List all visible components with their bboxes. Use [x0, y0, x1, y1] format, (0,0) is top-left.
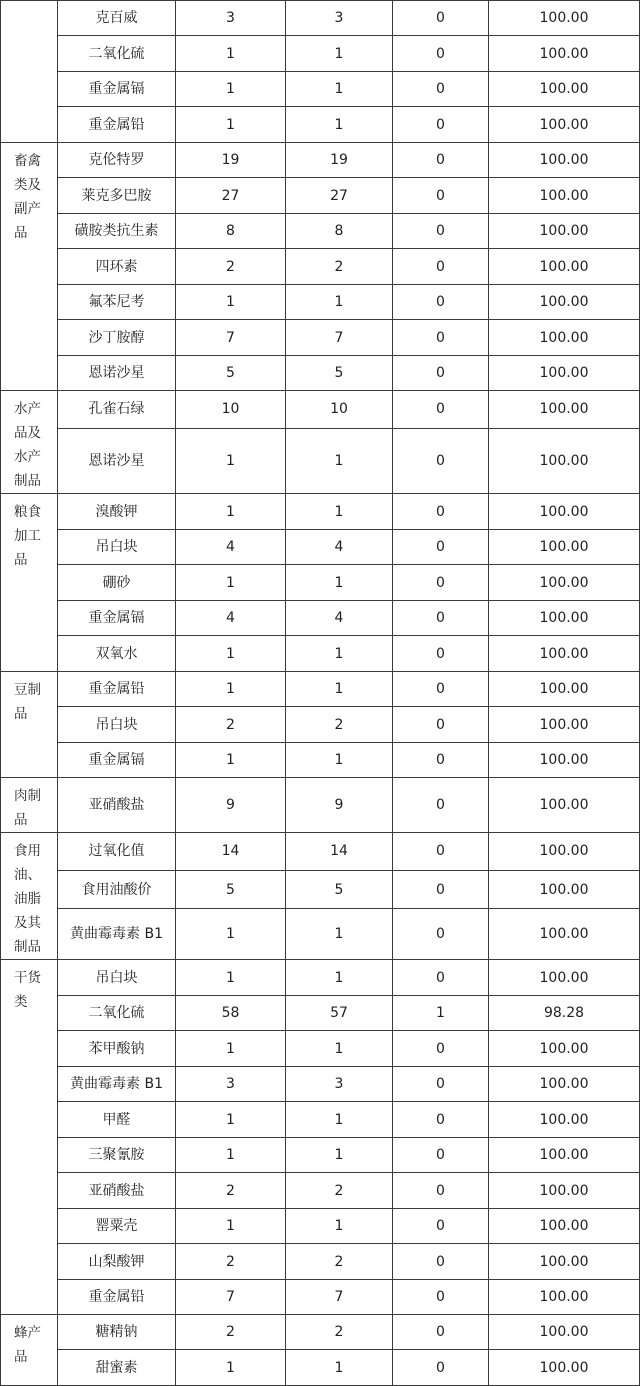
pass-rate-cell: 100.00 — [489, 391, 640, 429]
table-row — [1, 1173, 640, 1209]
pass-rate-cell: 100.00 — [489, 833, 640, 871]
pass-rate-cell: 100.00 — [489, 909, 640, 960]
failed-count-cell: 0 — [393, 428, 489, 493]
item-name-cell: 溴酸钾 — [58, 494, 176, 530]
pass-rate-cell: 100.00 — [489, 356, 640, 391]
table-row — [1, 320, 640, 356]
table-row — [1, 707, 640, 743]
tested-count-cell: 2 — [176, 1315, 286, 1350]
item-name-cell: 亚硝酸盐 — [58, 778, 176, 833]
pass-rate-cell: 100.00 — [489, 565, 640, 601]
tested-count-cell: 3 — [176, 1, 286, 36]
tested-count-cell: 3 — [176, 1067, 286, 1102]
passed-count-cell: 1 — [286, 960, 393, 996]
table-row — [1, 636, 640, 672]
item-name-cell: 重金属铅 — [58, 107, 176, 143]
failed-count-cell: 0 — [393, 391, 489, 429]
pass-rate-cell: 100.00 — [489, 1031, 640, 1067]
passed-count-cell: 10 — [286, 391, 393, 429]
table-row — [1, 1138, 640, 1173]
tested-count-cell: 1 — [176, 960, 286, 996]
table-row — [1, 356, 640, 391]
passed-count-cell: 1 — [286, 1209, 393, 1244]
pass-rate-cell: 100.00 — [489, 285, 640, 320]
failed-count-cell: 0 — [393, 1244, 489, 1280]
pass-rate-cell: 100.00 — [489, 743, 640, 778]
tested-count-cell: 4 — [176, 601, 286, 636]
pass-rate-cell: 100.00 — [489, 636, 640, 672]
pass-rate-cell: 100.00 — [489, 530, 640, 565]
tested-count-cell: 7 — [176, 320, 286, 356]
table-row — [1, 107, 640, 143]
table-row — [1, 909, 640, 960]
item-name-cell: 沙丁胺醇 — [58, 320, 176, 356]
passed-count-cell: 27 — [286, 178, 393, 214]
passed-count-cell: 1 — [286, 909, 393, 960]
item-name-cell: 氟苯尼考 — [58, 285, 176, 320]
failed-count-cell: 0 — [393, 72, 489, 107]
passed-count-cell: 2 — [286, 249, 393, 285]
passed-count-cell: 14 — [286, 833, 393, 871]
failed-count-cell: 0 — [393, 870, 489, 909]
pass-rate-cell: 100.00 — [489, 1138, 640, 1173]
failed-count-cell: 0 — [393, 1350, 489, 1386]
item-name-cell: 亚硝酸盐 — [58, 1173, 176, 1209]
table-row — [1, 778, 640, 833]
tested-count-cell: 1 — [176, 672, 286, 707]
failed-count-cell: 0 — [393, 707, 489, 743]
pass-rate-cell: 100.00 — [489, 1102, 640, 1138]
passed-count-cell: 57 — [286, 996, 393, 1031]
table-row — [1, 833, 640, 871]
pass-rate-cell: 100.00 — [489, 72, 640, 107]
tested-count-cell: 1 — [176, 107, 286, 143]
tested-count-cell: 1 — [176, 636, 286, 672]
failed-count-cell: 0 — [393, 1102, 489, 1138]
failed-count-cell: 0 — [393, 356, 489, 391]
failed-count-cell: 0 — [393, 1031, 489, 1067]
pass-rate-cell: 100.00 — [489, 178, 640, 214]
failed-count-cell: 0 — [393, 107, 489, 143]
passed-count-cell: 1 — [286, 72, 393, 107]
table-row — [1, 1067, 640, 1102]
table-row — [1, 672, 640, 707]
table-row — [1, 1350, 640, 1386]
table-row — [1, 1280, 640, 1315]
tested-count-cell: 1 — [176, 72, 286, 107]
item-name-cell: 苯甲酸钠 — [58, 1031, 176, 1067]
table-row — [1, 743, 640, 778]
table-row — [1, 428, 640, 493]
pass-rate-cell: 100.00 — [489, 960, 640, 996]
passed-count-cell: 3 — [286, 1, 393, 36]
item-name-cell: 重金属镉 — [58, 72, 176, 107]
table-row — [1, 1209, 640, 1244]
failed-count-cell: 0 — [393, 178, 489, 214]
pass-rate-cell: 100.00 — [489, 870, 640, 909]
tested-count-cell: 5 — [176, 870, 286, 909]
passed-count-cell: 1 — [286, 494, 393, 530]
item-name-cell: 重金属镉 — [58, 601, 176, 636]
table-row — [1, 285, 640, 320]
failed-count-cell: 0 — [393, 494, 489, 530]
table-body — [1, 1, 640, 1386]
passed-count-cell: 1 — [286, 428, 393, 493]
passed-count-cell: 1 — [286, 1102, 393, 1138]
passed-count-cell: 3 — [286, 1067, 393, 1102]
pass-rate-cell: 100.00 — [489, 107, 640, 143]
table-row — [1, 36, 640, 72]
table-row — [1, 1315, 640, 1350]
item-name-cell: 甲醛 — [58, 1102, 176, 1138]
pass-rate-cell: 100.00 — [489, 249, 640, 285]
passed-count-cell: 2 — [286, 707, 393, 743]
item-name-cell: 过氧化值 — [58, 833, 176, 871]
category-cell: 粮食 加工 品 — [1, 494, 58, 672]
passed-count-cell: 8 — [286, 214, 393, 249]
item-name-cell: 克伦特罗 — [58, 143, 176, 178]
passed-count-cell: 19 — [286, 143, 393, 178]
table-row — [1, 960, 640, 996]
category-cell: 干货 类 — [1, 960, 58, 1315]
failed-count-cell: 0 — [393, 143, 489, 178]
item-name-cell: 食用油酸价 — [58, 870, 176, 909]
failed-count-cell: 0 — [393, 1173, 489, 1209]
table-row — [1, 870, 640, 909]
tested-count-cell: 2 — [176, 1244, 286, 1280]
failed-count-cell: 0 — [393, 960, 489, 996]
item-name-cell: 重金属铅 — [58, 1280, 176, 1315]
tested-count-cell: 2 — [176, 707, 286, 743]
pass-rate-cell: 100.00 — [489, 1067, 640, 1102]
item-name-cell: 恩诺沙星 — [58, 428, 176, 493]
table-row — [1, 249, 640, 285]
tested-count-cell: 14 — [176, 833, 286, 871]
item-name-cell: 二氧化硫 — [58, 36, 176, 72]
pass-rate-cell: 98.28 — [489, 996, 640, 1031]
item-name-cell: 双氧水 — [58, 636, 176, 672]
tested-count-cell: 58 — [176, 996, 286, 1031]
pass-rate-cell: 100.00 — [489, 601, 640, 636]
tested-count-cell: 1 — [176, 1350, 286, 1386]
passed-count-cell: 5 — [286, 356, 393, 391]
item-name-cell: 甜蜜素 — [58, 1350, 176, 1386]
passed-count-cell: 7 — [286, 320, 393, 356]
failed-count-cell: 0 — [393, 909, 489, 960]
passed-count-cell: 1 — [286, 36, 393, 72]
passed-count-cell: 5 — [286, 870, 393, 909]
item-name-cell: 糖精钠 — [58, 1315, 176, 1350]
passed-count-cell: 7 — [286, 1280, 393, 1315]
pass-rate-cell: 100.00 — [489, 1173, 640, 1209]
table-row — [1, 214, 640, 249]
pass-rate-cell: 100.00 — [489, 1350, 640, 1386]
category-cell: 食用 油、 油脂 及其 制品 — [1, 833, 58, 960]
passed-count-cell: 1 — [286, 1350, 393, 1386]
pass-rate-cell: 100.00 — [489, 1209, 640, 1244]
failed-count-cell: 0 — [393, 743, 489, 778]
failed-count-cell: 0 — [393, 672, 489, 707]
table-row — [1, 1244, 640, 1280]
passed-count-cell: 1 — [286, 636, 393, 672]
table-row — [1, 1102, 640, 1138]
passed-count-cell: 9 — [286, 778, 393, 833]
table-row — [1, 996, 640, 1031]
passed-count-cell: 2 — [286, 1173, 393, 1209]
table-row — [1, 601, 640, 636]
tested-count-cell: 1 — [176, 909, 286, 960]
item-name-cell: 吊白块 — [58, 530, 176, 565]
tested-count-cell: 1 — [176, 494, 286, 530]
tested-count-cell: 10 — [176, 391, 286, 429]
table-row — [1, 530, 640, 565]
item-name-cell: 重金属铅 — [58, 672, 176, 707]
pass-rate-cell: 100.00 — [489, 494, 640, 530]
item-name-cell: 罂粟壳 — [58, 1209, 176, 1244]
pass-rate-cell: 100.00 — [489, 428, 640, 493]
tested-count-cell: 1 — [176, 743, 286, 778]
pass-rate-cell: 100.00 — [489, 672, 640, 707]
category-cell: 肉制 品 — [1, 778, 58, 833]
item-name-cell: 山梨酸钾 — [58, 1244, 176, 1280]
passed-count-cell: 4 — [286, 601, 393, 636]
table-row — [1, 1, 640, 36]
category-cell: 水产 品及 水产 制品 — [1, 391, 58, 494]
passed-count-cell: 1 — [286, 672, 393, 707]
category-cell: 蜂产 品 — [1, 1315, 58, 1386]
item-name-cell: 克百威 — [58, 1, 176, 36]
pass-rate-cell: 100.00 — [489, 143, 640, 178]
tested-count-cell: 8 — [176, 214, 286, 249]
failed-count-cell: 0 — [393, 636, 489, 672]
failed-count-cell: 0 — [393, 1209, 489, 1244]
table-row — [1, 1031, 640, 1067]
item-name-cell: 四环素 — [58, 249, 176, 285]
tested-count-cell: 1 — [176, 565, 286, 601]
failed-count-cell: 0 — [393, 778, 489, 833]
failed-count-cell: 0 — [393, 601, 489, 636]
item-name-cell: 莱克多巴胺 — [58, 178, 176, 214]
failed-count-cell: 0 — [393, 833, 489, 871]
item-name-cell: 硼砂 — [58, 565, 176, 601]
tested-count-cell: 1 — [176, 1031, 286, 1067]
table-row — [1, 143, 640, 178]
passed-count-cell: 2 — [286, 1244, 393, 1280]
failed-count-cell: 1 — [393, 996, 489, 1031]
passed-count-cell: 1 — [286, 743, 393, 778]
item-name-cell: 重金属镉 — [58, 743, 176, 778]
pass-rate-cell: 100.00 — [489, 36, 640, 72]
tested-count-cell: 27 — [176, 178, 286, 214]
item-name-cell: 吊白块 — [58, 707, 176, 743]
table-row — [1, 494, 640, 530]
failed-count-cell: 0 — [393, 565, 489, 601]
tested-count-cell: 1 — [176, 1102, 286, 1138]
category-cell: 豆制 品 — [1, 672, 58, 778]
category-cell: 畜禽 类及 副产 品 — [1, 143, 58, 391]
table-row — [1, 178, 640, 214]
pass-rate-cell: 100.00 — [489, 1, 640, 36]
table-row — [1, 72, 640, 107]
failed-count-cell: 0 — [393, 1, 489, 36]
item-name-cell: 吊白块 — [58, 960, 176, 996]
tested-count-cell: 2 — [176, 1173, 286, 1209]
category-cell — [1, 1, 58, 143]
pass-rate-cell: 100.00 — [489, 707, 640, 743]
item-name-cell: 黄曲霉毒素 B1 — [58, 1067, 176, 1102]
item-name-cell: 三聚氰胺 — [58, 1138, 176, 1173]
tested-count-cell: 1 — [176, 428, 286, 493]
pass-rate-cell: 100.00 — [489, 1244, 640, 1280]
tested-count-cell: 1 — [176, 36, 286, 72]
passed-count-cell: 1 — [286, 285, 393, 320]
failed-count-cell: 0 — [393, 1067, 489, 1102]
tested-count-cell: 9 — [176, 778, 286, 833]
failed-count-cell: 0 — [393, 1138, 489, 1173]
failed-count-cell: 0 — [393, 249, 489, 285]
pass-rate-cell: 100.00 — [489, 1315, 640, 1350]
tested-count-cell: 1 — [176, 285, 286, 320]
tested-count-cell: 19 — [176, 143, 286, 178]
failed-count-cell: 0 — [393, 285, 489, 320]
tested-count-cell: 5 — [176, 356, 286, 391]
table-row — [1, 565, 640, 601]
failed-count-cell: 0 — [393, 1280, 489, 1315]
item-name-cell: 黄曲霉毒素 B1 — [58, 909, 176, 960]
failed-count-cell: 0 — [393, 36, 489, 72]
item-name-cell: 恩诺沙星 — [58, 356, 176, 391]
passed-count-cell: 4 — [286, 530, 393, 565]
tested-count-cell: 2 — [176, 249, 286, 285]
pass-rate-cell: 100.00 — [489, 778, 640, 833]
passed-count-cell: 2 — [286, 1315, 393, 1350]
passed-count-cell: 1 — [286, 1031, 393, 1067]
passed-count-cell: 1 — [286, 107, 393, 143]
pass-rate-cell: 100.00 — [489, 214, 640, 249]
failed-count-cell: 0 — [393, 214, 489, 249]
passed-count-cell: 1 — [286, 1138, 393, 1173]
table-row — [1, 391, 640, 429]
failed-count-cell: 0 — [393, 530, 489, 565]
tested-count-cell: 1 — [176, 1209, 286, 1244]
item-name-cell: 孔雀石绿 — [58, 391, 176, 429]
tested-count-cell: 7 — [176, 1280, 286, 1315]
failed-count-cell: 0 — [393, 320, 489, 356]
item-name-cell: 二氧化硫 — [58, 996, 176, 1031]
item-name-cell: 磺胺类抗生素 — [58, 214, 176, 249]
tested-count-cell: 1 — [176, 1138, 286, 1173]
passed-count-cell: 1 — [286, 565, 393, 601]
pass-rate-cell: 100.00 — [489, 320, 640, 356]
failed-count-cell: 0 — [393, 1315, 489, 1350]
pass-rate-cell: 100.00 — [489, 1280, 640, 1315]
tested-count-cell: 4 — [176, 530, 286, 565]
